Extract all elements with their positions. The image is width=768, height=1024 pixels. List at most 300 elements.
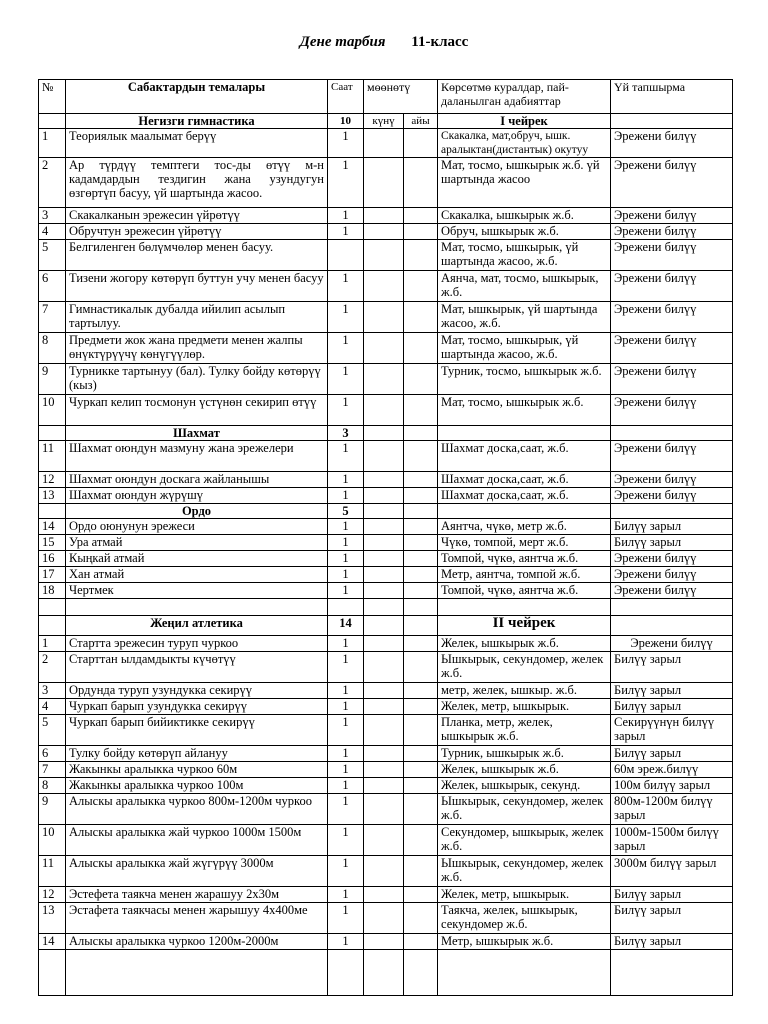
- blank-cell: [438, 950, 611, 996]
- row-homework: Билүү зарыл: [611, 934, 733, 950]
- header-homework: Үй тапшырма: [611, 80, 733, 114]
- row-day: [364, 488, 404, 504]
- row-day: [364, 395, 404, 426]
- row-hours: 1: [328, 715, 364, 746]
- page-title: [0, 34, 768, 51]
- table-row: [39, 856, 733, 887]
- row-month: [404, 395, 438, 426]
- row-equipment: Скакалка, мат,обруч, ышк. аралыктан(дистантык) окутуу: [438, 129, 611, 158]
- row-equipment: Желек, ышкырык, секунд.: [438, 778, 611, 794]
- row-hours: 1: [328, 652, 364, 683]
- row-topic: Алыскы аралыкка чуркоо 1200м-2000м: [66, 934, 328, 950]
- row-day: [364, 794, 404, 825]
- row-hours: 1: [328, 519, 364, 535]
- row-day: [364, 778, 404, 794]
- row-number: 4: [39, 699, 66, 715]
- row-topic: Тулку бойду көтөрүп айлануу: [66, 746, 328, 762]
- row-equipment: Ышкырык, секундомер, желек ж.б.: [438, 794, 611, 825]
- blank-cell: [438, 599, 611, 616]
- row-hours: 1: [328, 208, 364, 224]
- section-athletics-row: [39, 616, 733, 636]
- quarter-2: [438, 616, 611, 636]
- row-topic: Старттан ылдамдыкты күчөтүү: [66, 652, 328, 683]
- row-equipment: Томпой, чүкө, аянтча ж.б.: [438, 583, 611, 599]
- table-row: [39, 887, 733, 903]
- row-hours: 1: [328, 887, 364, 903]
- row-topic: Чертмек: [66, 583, 328, 599]
- row-number: [39, 504, 66, 519]
- blank-cell: [328, 599, 364, 616]
- row-number: 13: [39, 488, 66, 504]
- row-topic: Ар түрдүү темптеги тос-ды өтүү м-н кадамдардын тездигин жана узундугун өзгөртүп басуу, үй шартында жасоо.: [66, 158, 328, 208]
- blank-cell: [66, 599, 328, 616]
- row-homework: Эрежени билүү: [611, 395, 733, 426]
- row-equipment: Скакалка, ышкырык ж.б.: [438, 208, 611, 224]
- row-equipment: Желек, ышкырык ж.б.: [438, 762, 611, 778]
- row-number: 2: [39, 652, 66, 683]
- row-equipment: Турник, ышкырык ж.б.: [438, 746, 611, 762]
- row-hours: 1: [328, 825, 364, 856]
- row-number: 10: [39, 395, 66, 426]
- row-homework: [611, 504, 733, 519]
- row-topic: Алыскы аралыкка жай жүгүрүү 3000м: [66, 856, 328, 887]
- row-topic: Ура атмай: [66, 535, 328, 551]
- row-equipment: Мат, тосмо, ышкырык, үй шартында жасоо, ж.б.: [438, 240, 611, 271]
- row-topic: Чуркап барып бийиктикке секирүү: [66, 715, 328, 746]
- row-homework: Эрежени билүү: [611, 158, 733, 208]
- section-ordo-hours: 5: [328, 504, 364, 519]
- row-homework: Эрежени билүү: [611, 129, 733, 158]
- row-month: [404, 616, 438, 636]
- row-number: 1: [39, 636, 66, 652]
- table-row: [39, 715, 733, 746]
- row-hours: 1: [328, 535, 364, 551]
- row-hours: 1: [328, 856, 364, 887]
- table-row: [39, 934, 733, 950]
- row-hours: 1: [328, 683, 364, 699]
- row-homework: Билүү зарыл: [611, 535, 733, 551]
- title-subject: Дене тарбия: [299, 34, 386, 50]
- row-equipment: Шахмат доска,саат, ж.б.: [438, 472, 611, 488]
- row-month: [404, 794, 438, 825]
- header-topics: Сабактардын темалары: [66, 80, 328, 114]
- row-hours: 1: [328, 551, 364, 567]
- row-topic: Шахмат оюндун мазмуну жана эрежелери: [66, 441, 328, 472]
- row-number: [39, 616, 66, 636]
- row-day: [364, 887, 404, 903]
- row-hours: 1: [328, 364, 364, 395]
- section-chess-title: Шахмат: [66, 426, 328, 441]
- blank-cell: [611, 950, 733, 996]
- row-homework: Эрежени билүү: [611, 271, 733, 302]
- row-number: 16: [39, 551, 66, 567]
- row-number: 15: [39, 535, 66, 551]
- row-hours: 1: [328, 567, 364, 583]
- row-homework: Билүү зарыл: [611, 652, 733, 683]
- blank-cell: [39, 599, 66, 616]
- row-hours: 1: [328, 903, 364, 934]
- row-number: 14: [39, 519, 66, 535]
- table-row: [39, 333, 733, 364]
- section-gymnastics-hours: 10: [328, 114, 364, 129]
- table-row: [39, 778, 733, 794]
- row-month: [404, 519, 438, 535]
- row-month: [404, 636, 438, 652]
- row-equipment: Метр, ышкырык ж.б.: [438, 934, 611, 950]
- row-homework: 100м билүү зарыл: [611, 778, 733, 794]
- row-equipment: Шахмат доска,саат, ж.б.: [438, 488, 611, 504]
- lesson-plan-table: [38, 79, 733, 996]
- table-row: [39, 551, 733, 567]
- row-month: [404, 746, 438, 762]
- row-homework: Билүү зарыл: [611, 683, 733, 699]
- row-topic: Турникке тартынуу (бал). Тулку бойду көтөрүү (кыз): [66, 364, 328, 395]
- row-day: [364, 567, 404, 583]
- row-equipment: Ышкырык, секундомер, желек ж.б.: [438, 652, 611, 683]
- row-hours: 1: [328, 271, 364, 302]
- row-topic: Чуркап барып узундукка секирүү: [66, 699, 328, 715]
- row-homework: Эрежени билүү: [611, 333, 733, 364]
- blank-cell: [66, 950, 328, 996]
- row-month: [404, 762, 438, 778]
- row-month: [404, 583, 438, 599]
- row-hours: 1: [328, 699, 364, 715]
- row-equipment: Обруч, ышкырык ж.б.: [438, 224, 611, 240]
- row-month: [404, 778, 438, 794]
- row-month: [404, 887, 438, 903]
- row-equipment: Метр, аянтча, томпой ж.б.: [438, 567, 611, 583]
- row-equipment: Мат, тосмо, ышкырык ж.б.: [438, 395, 611, 426]
- row-homework: Билүү зарыл: [611, 699, 733, 715]
- row-topic: Эстафета таякчасы менен жарышуу 4х400ме: [66, 903, 328, 934]
- blank-cell: [611, 599, 733, 616]
- title-grade: 11-класс: [411, 34, 469, 50]
- row-number: 9: [39, 364, 66, 395]
- row-topic: Белгиленген бөлүмчөлөр менен басуу.: [66, 240, 328, 271]
- blank-cell: [404, 950, 438, 996]
- row-equipment: Желек, ышкырык ж.б.: [438, 636, 611, 652]
- row-equipment: Турник, тосмо, ышкырык ж.б.: [438, 364, 611, 395]
- row-month: [404, 825, 438, 856]
- row-homework: Эрежени билүү: [611, 240, 733, 271]
- row-hours: 1: [328, 158, 364, 208]
- row-hours: 1: [328, 934, 364, 950]
- row-number: 8: [39, 333, 66, 364]
- row-month: [404, 934, 438, 950]
- row-day: [364, 583, 404, 599]
- row-month: [404, 426, 438, 441]
- row-homework: 3000м билүү зарыл: [611, 856, 733, 887]
- row-day: [364, 364, 404, 395]
- row-day: [364, 240, 404, 271]
- row-month: [404, 271, 438, 302]
- row-day: [364, 333, 404, 364]
- row-homework: Эрежени билүү: [611, 636, 733, 652]
- row-day: [364, 472, 404, 488]
- row-number: 1: [39, 129, 66, 158]
- blank-cell: [364, 950, 404, 996]
- row-equipment: Томпой, чүкө, аянтча ж.б.: [438, 551, 611, 567]
- row-hours: 1: [328, 762, 364, 778]
- row-month: [404, 472, 438, 488]
- row-equipment: Чүкө, томпой, мерт ж.б.: [438, 535, 611, 551]
- row-month: [404, 240, 438, 271]
- row-homework: Эрежени билүү: [611, 302, 733, 333]
- row-equipment: Мат, ышкырык, үй шартында жасоо, ж.б.: [438, 302, 611, 333]
- row-hours: 1: [328, 794, 364, 825]
- row-month: [404, 364, 438, 395]
- row-topic: Теориялык маалымат берүү: [66, 129, 328, 158]
- row-homework: [611, 426, 733, 441]
- header-equipment: Көрсөтмө куралдар, пай-даланылган адабияттар: [438, 80, 611, 114]
- row-day: [364, 441, 404, 472]
- section-gymnastics: Негизги гимнастика: [66, 114, 328, 129]
- row-topic: Обручтун эрежесин үйрөтүү: [66, 224, 328, 240]
- row-number: 6: [39, 746, 66, 762]
- row-number: 11: [39, 441, 66, 472]
- row-equipment: Аянтча, чүкө, метр ж.б.: [438, 519, 611, 535]
- row-topic: Хан атмай: [66, 567, 328, 583]
- row-month: [404, 129, 438, 158]
- table-row: [39, 395, 733, 426]
- row-number: 11: [39, 856, 66, 887]
- row-hours: 1: [328, 583, 364, 599]
- row-topic: Шахмат оюндун доскага жайланышы: [66, 472, 328, 488]
- table-row: [39, 825, 733, 856]
- blank-row: [39, 950, 733, 996]
- header-period: мөөнөтү: [364, 80, 438, 114]
- section-chess-hours: 3: [328, 426, 364, 441]
- table-row: [39, 762, 733, 778]
- row-hours: 1: [328, 488, 364, 504]
- blank-row: [39, 599, 733, 616]
- table-row: [39, 583, 733, 599]
- row-number: 18: [39, 583, 66, 599]
- subheader-row: [39, 114, 733, 129]
- row-number: 5: [39, 240, 66, 271]
- row-hours: 1: [328, 129, 364, 158]
- row-day: [364, 825, 404, 856]
- row-homework: Эрежени билүү: [611, 441, 733, 472]
- row-number: 3: [39, 683, 66, 699]
- row-topic: Ордо оюнунун эрежеси: [66, 519, 328, 535]
- table-row: [39, 129, 733, 158]
- table-row: [39, 364, 733, 395]
- row-topic: Тизени жогору көтөрүп буттун учу менен басуу: [66, 271, 328, 302]
- row-equipment: Мат, тосмо, ышкырык, үй шартында жасоо, ж.б.: [438, 333, 611, 364]
- row-homework: Билүү зарыл: [611, 887, 733, 903]
- table-row: [39, 158, 733, 208]
- row-equipment: Желек, метр, ышкырык.: [438, 887, 611, 903]
- row-homework: Билүү зарыл: [611, 519, 733, 535]
- row-month: [404, 158, 438, 208]
- row-homework: Билүү зарыл: [611, 746, 733, 762]
- row-day: [364, 129, 404, 158]
- row-number: 14: [39, 934, 66, 950]
- row-day: [364, 519, 404, 535]
- section-chess-row: [39, 426, 733, 441]
- row-homework: Эрежени билүү: [611, 364, 733, 395]
- row-month: [404, 441, 438, 472]
- table-row: [39, 208, 733, 224]
- row-topic: Алыскы аралыкка чуркоо 800м-1200м чуркоо: [66, 794, 328, 825]
- row-topic: Эстефета таякча менен жарашуу 2х30м: [66, 887, 328, 903]
- row-topic: Алыскы аралыкка жай чуркоо 1000м 1500м: [66, 825, 328, 856]
- row-topic: Чуркап келип тосмонун үстүнөн секирип өтүү: [66, 395, 328, 426]
- row-topic: Жакынкы аралыкка чуркоо 60м: [66, 762, 328, 778]
- row-day: [364, 426, 404, 441]
- section-athletics-title: Жеңил атлетика: [66, 616, 328, 636]
- row-day: [364, 535, 404, 551]
- row-homework: Эрежени билүү: [611, 224, 733, 240]
- row-number: 10: [39, 825, 66, 856]
- row-equipment: Секундомер, ышкырык, желек ж.б.: [438, 825, 611, 856]
- row-day: [364, 302, 404, 333]
- table-row: [39, 519, 733, 535]
- quarter-1: I чейрек: [438, 114, 611, 129]
- row-homework: Эрежени билүү: [611, 583, 733, 599]
- row-day: [364, 715, 404, 746]
- row-month: [404, 856, 438, 887]
- row-month: [404, 652, 438, 683]
- row-homework: Секирүүнүн билүү зарыл: [611, 715, 733, 746]
- row-month: [404, 551, 438, 567]
- row-hours: 1: [328, 441, 364, 472]
- row-day: [364, 934, 404, 950]
- row-homework: 1000м-1500м билүү зарыл: [611, 825, 733, 856]
- row-day: [364, 699, 404, 715]
- row-topic: Жакынкы аралыкка чуркоо 100м: [66, 778, 328, 794]
- table-row: [39, 488, 733, 504]
- row-number: 13: [39, 903, 66, 934]
- row-month: [404, 715, 438, 746]
- section-athletics-hours: 14: [328, 616, 364, 636]
- row-equipment: [438, 426, 611, 441]
- row-hours: 1: [328, 333, 364, 364]
- row-hours: 1: [328, 395, 364, 426]
- row-number: 7: [39, 762, 66, 778]
- row-number: 17: [39, 567, 66, 583]
- row-equipment: Ышкырык, секундомер, желек ж.б.: [438, 856, 611, 887]
- row-month: [404, 699, 438, 715]
- row-equipment: Мат, тосмо, ышкырык ж.б. үй шартында жасоо: [438, 158, 611, 208]
- row-number: 2: [39, 158, 66, 208]
- row-equipment: метр, желек, ышкыр. ж.б.: [438, 683, 611, 699]
- row-homework: Эрежени билүү: [611, 488, 733, 504]
- row-number: 5: [39, 715, 66, 746]
- row-number: 7: [39, 302, 66, 333]
- row-hours: 1: [328, 224, 364, 240]
- row-number: [39, 426, 66, 441]
- row-day: [364, 903, 404, 934]
- row-month: [404, 302, 438, 333]
- table-row: [39, 699, 733, 715]
- row-day: [364, 636, 404, 652]
- row-topic: Стартта эрежесин туруп чуркоо: [66, 636, 328, 652]
- table-row: [39, 224, 733, 240]
- table-row: [39, 472, 733, 488]
- row-month: [404, 333, 438, 364]
- row-day: [364, 504, 404, 519]
- row-hours: 1: [328, 636, 364, 652]
- table-row: [39, 567, 733, 583]
- table-row: [39, 240, 733, 271]
- row-day: [364, 616, 404, 636]
- row-equipment: Аянча, мат, тосмо, ышкырык, ж.б.: [438, 271, 611, 302]
- row-number: 9: [39, 794, 66, 825]
- row-equipment: [438, 504, 611, 519]
- row-month: [404, 504, 438, 519]
- row-equipment: Шахмат доска,саат, ж.б.: [438, 441, 611, 472]
- section-ordo-row: [39, 504, 733, 519]
- row-month: [404, 488, 438, 504]
- table-row: [39, 903, 733, 934]
- row-month: [404, 208, 438, 224]
- row-month: [404, 903, 438, 934]
- row-homework: [611, 616, 733, 636]
- row-number: 3: [39, 208, 66, 224]
- table-row: [39, 441, 733, 472]
- table-row: [39, 271, 733, 302]
- table-row: [39, 636, 733, 652]
- row-day: [364, 683, 404, 699]
- row-topic: Ордунда туруп узундукка секирүү: [66, 683, 328, 699]
- section-ordo-title: Ордо: [66, 504, 328, 519]
- row-number: 6: [39, 271, 66, 302]
- row-homework: 800м-1200м билүү зарыл: [611, 794, 733, 825]
- row-hours: 1: [328, 472, 364, 488]
- row-month: [404, 567, 438, 583]
- row-month: [404, 683, 438, 699]
- row-equipment: Планка, метр, желек, ышкырык ж.б.: [438, 715, 611, 746]
- table-row: [39, 652, 733, 683]
- row-equipment: Желек, метр, ышкырык.: [438, 699, 611, 715]
- row-homework: Эрежени билүү: [611, 472, 733, 488]
- row-day: [364, 762, 404, 778]
- table-row: [39, 302, 733, 333]
- row-topic: Шахмат оюндун жүрүшү: [66, 488, 328, 504]
- header-num: №: [39, 80, 66, 114]
- row-homework: Эрежени билүү: [611, 567, 733, 583]
- row-number: 4: [39, 224, 66, 240]
- row-day: [364, 746, 404, 762]
- blank-cell: [328, 950, 364, 996]
- row-homework: 60м эреж.билүү: [611, 762, 733, 778]
- table-row: [39, 794, 733, 825]
- row-day: [364, 652, 404, 683]
- row-number: 8: [39, 778, 66, 794]
- table-row: [39, 683, 733, 699]
- row-day: [364, 271, 404, 302]
- row-hours: [328, 240, 364, 271]
- header-row: [39, 80, 733, 114]
- blank-cell: [404, 599, 438, 616]
- row-day: [364, 208, 404, 224]
- row-topic: Скакалканын эрежесин үйрөтүү: [66, 208, 328, 224]
- row-topic: Предмети жок жана предмети менен жалпы өнүктүрүүчү көнүгүүлөр.: [66, 333, 328, 364]
- row-topic: Кыңкай атмай: [66, 551, 328, 567]
- row-homework: Эрежени билүү: [611, 208, 733, 224]
- quarter-2-label: II чейрек: [492, 615, 556, 631]
- header-day: күнү: [364, 114, 404, 129]
- row-day: [364, 224, 404, 240]
- row-homework: Билүү зарыл: [611, 903, 733, 934]
- row-day: [364, 158, 404, 208]
- row-topic: Гимнастикалык дубалда ийилип асылып тартылуу.: [66, 302, 328, 333]
- row-month: [404, 535, 438, 551]
- table-row: [39, 746, 733, 762]
- row-hours: 1: [328, 778, 364, 794]
